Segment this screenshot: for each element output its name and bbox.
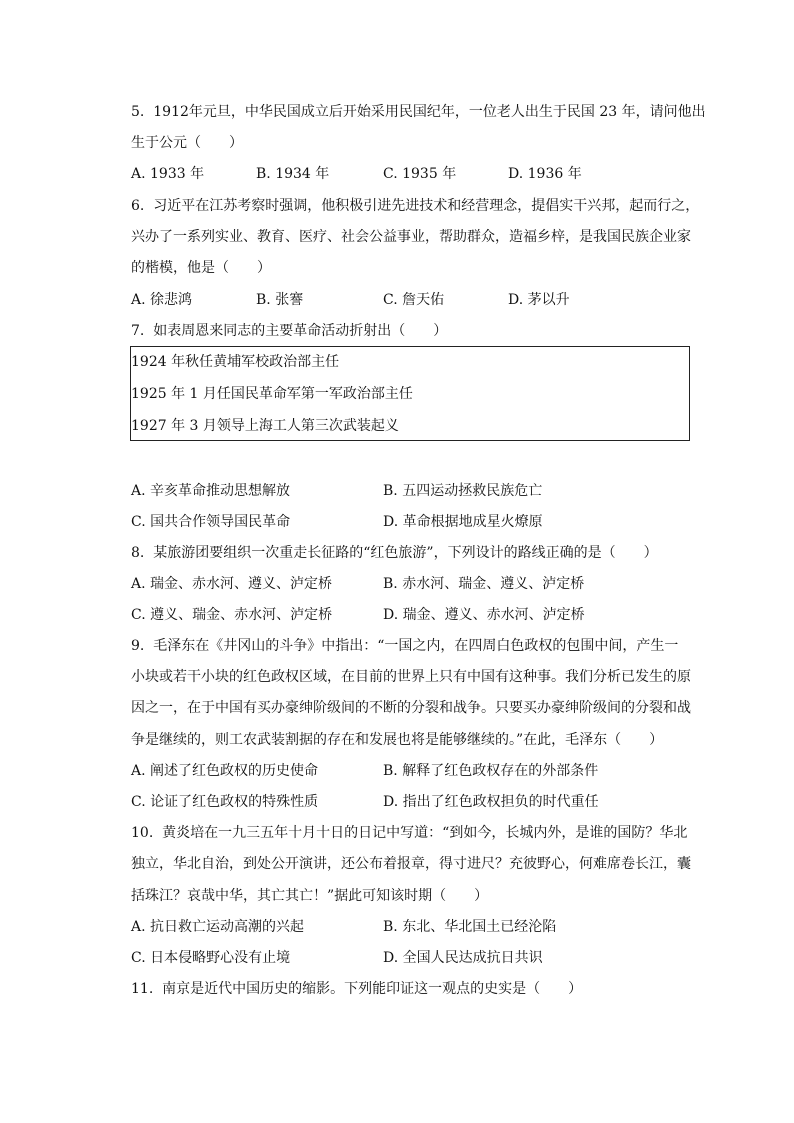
question-text-line: 6. 习近平在江苏考察时强调，他积极引进先进技术和经营理念，提倡实干兴邦，起而行之， [131,198,700,214]
question-text-line: 括珠江？哀哉中华，其亡其亡！”据此可知该时期（ ） [131,888,489,904]
option-a[interactable]: A. 徐悲鸿 [131,292,193,308]
question-text-line: 独立，华北自治，到处公开演讲，还公布着报章，得寸进尺？充彼野心，何难席卷长江，囊 [131,856,691,872]
option-b[interactable]: B. 五四运动拯救民族危亡 [383,483,543,499]
option-a[interactable]: A. 辛亥革命推动思想解放 [131,483,291,499]
question-text-line: 10. 黄炎培在一九三五年十月十日的日记中写道：“到如今，长城内外，是谁的国防？华北 [131,825,688,841]
question-text-line: 5. 1912年元旦，中华民国成立后开始采用民国纪年，一位老人出生于民国 23 年，请问他出 [131,104,706,120]
question-text-line: 争是继续的，则工农武装割据的存在和发展也将是能够继续的。”在此，毛泽东（ ） [131,732,664,748]
question-text-line: 兴办了一系列实业、教育、医疗、社会公益事业，帮助群众，造福乡梓，是我国民族企业家 [131,229,691,245]
option-b[interactable]: B. 张謇 [256,292,304,308]
option-b[interactable]: B. 1934 年 [256,166,330,182]
option-c[interactable]: C. 国共合作领导国民革命 [131,514,291,530]
option-a[interactable]: A. 瑞金、赤水河、遵义、泸定桥 [131,576,333,592]
table-row: 1925 年 1 月任国民革命军第一军政治部主任 [131,386,413,402]
option-c[interactable]: C. 日本侵略野心没有止境 [131,950,291,966]
question-text-line: 11. 南京是近代中国历史的缩影。下列能印证这一观点的史实是（ ） [131,981,583,997]
option-b[interactable]: B. 解释了红色政权存在的外部条件 [383,763,599,779]
option-b[interactable]: B. 东北、华北国土已经沦陷 [383,919,557,935]
table-row: 1924 年秋任黄埔军校政治部主任 [131,354,340,370]
option-a[interactable]: A. 1933 年 [131,166,205,182]
option-c[interactable]: C. 詹天佑 [383,292,445,308]
question-text-line: 的楷模，他是（ ） [131,260,271,276]
activity-table [130,346,690,441]
question-text-line: 因之一，在于中国有买办豪绅阶级间的不断的分裂和战争。只要买办豪绅阶级间的分裂和战 [131,700,691,716]
option-d[interactable]: D. 革命根据地成星火燎原 [383,514,543,530]
question-text-line: 小块或若干小块的红色政权区域，在目前的世界上只有中国有这种事。我们分析已发生的原 [131,669,691,685]
option-a[interactable]: A. 阐述了红色政权的历史使命 [131,763,319,779]
option-b[interactable]: B. 赤水河、瑞金、遵义、泸定桥 [383,576,585,592]
option-a[interactable]: A. 抗日救亡运动高潮的兴起 [131,919,305,935]
table-row: 1927 年 3 月领导上海工人第三次武装起义 [131,418,399,434]
option-d[interactable]: D. 全国人民达成抗日共识 [383,950,543,966]
option-d[interactable]: D. 1936 年 [508,166,582,182]
question-text-line: 生于公元（ ） [131,135,243,151]
option-d[interactable]: D. 茅以升 [508,292,570,308]
option-d[interactable]: D. 瑞金、遵义、赤水河、泸定桥 [383,607,585,623]
option-d[interactable]: D. 指出了红色政权担负的时代重任 [383,794,599,810]
option-c[interactable]: C. 论证了红色政权的特殊性质 [131,794,319,810]
option-c[interactable]: C. 1935 年 [383,166,457,182]
question-text-line: 8. 某旅游团要组织一次重走长征路的“红色旅游”，下列设计的路线正确的是（ ） [131,545,658,561]
question-text-line: 7. 如表周恩来同志的主要革命活动折射出（ ） [131,323,448,339]
option-c[interactable]: C. 遵义、瑞金、赤水河、泸定桥 [131,607,333,623]
question-text-line: 9. 毛泽东在《井冈山的斗争》中指出：“一国之内，在四周白色政权的包围中间，产生一 [131,638,679,654]
